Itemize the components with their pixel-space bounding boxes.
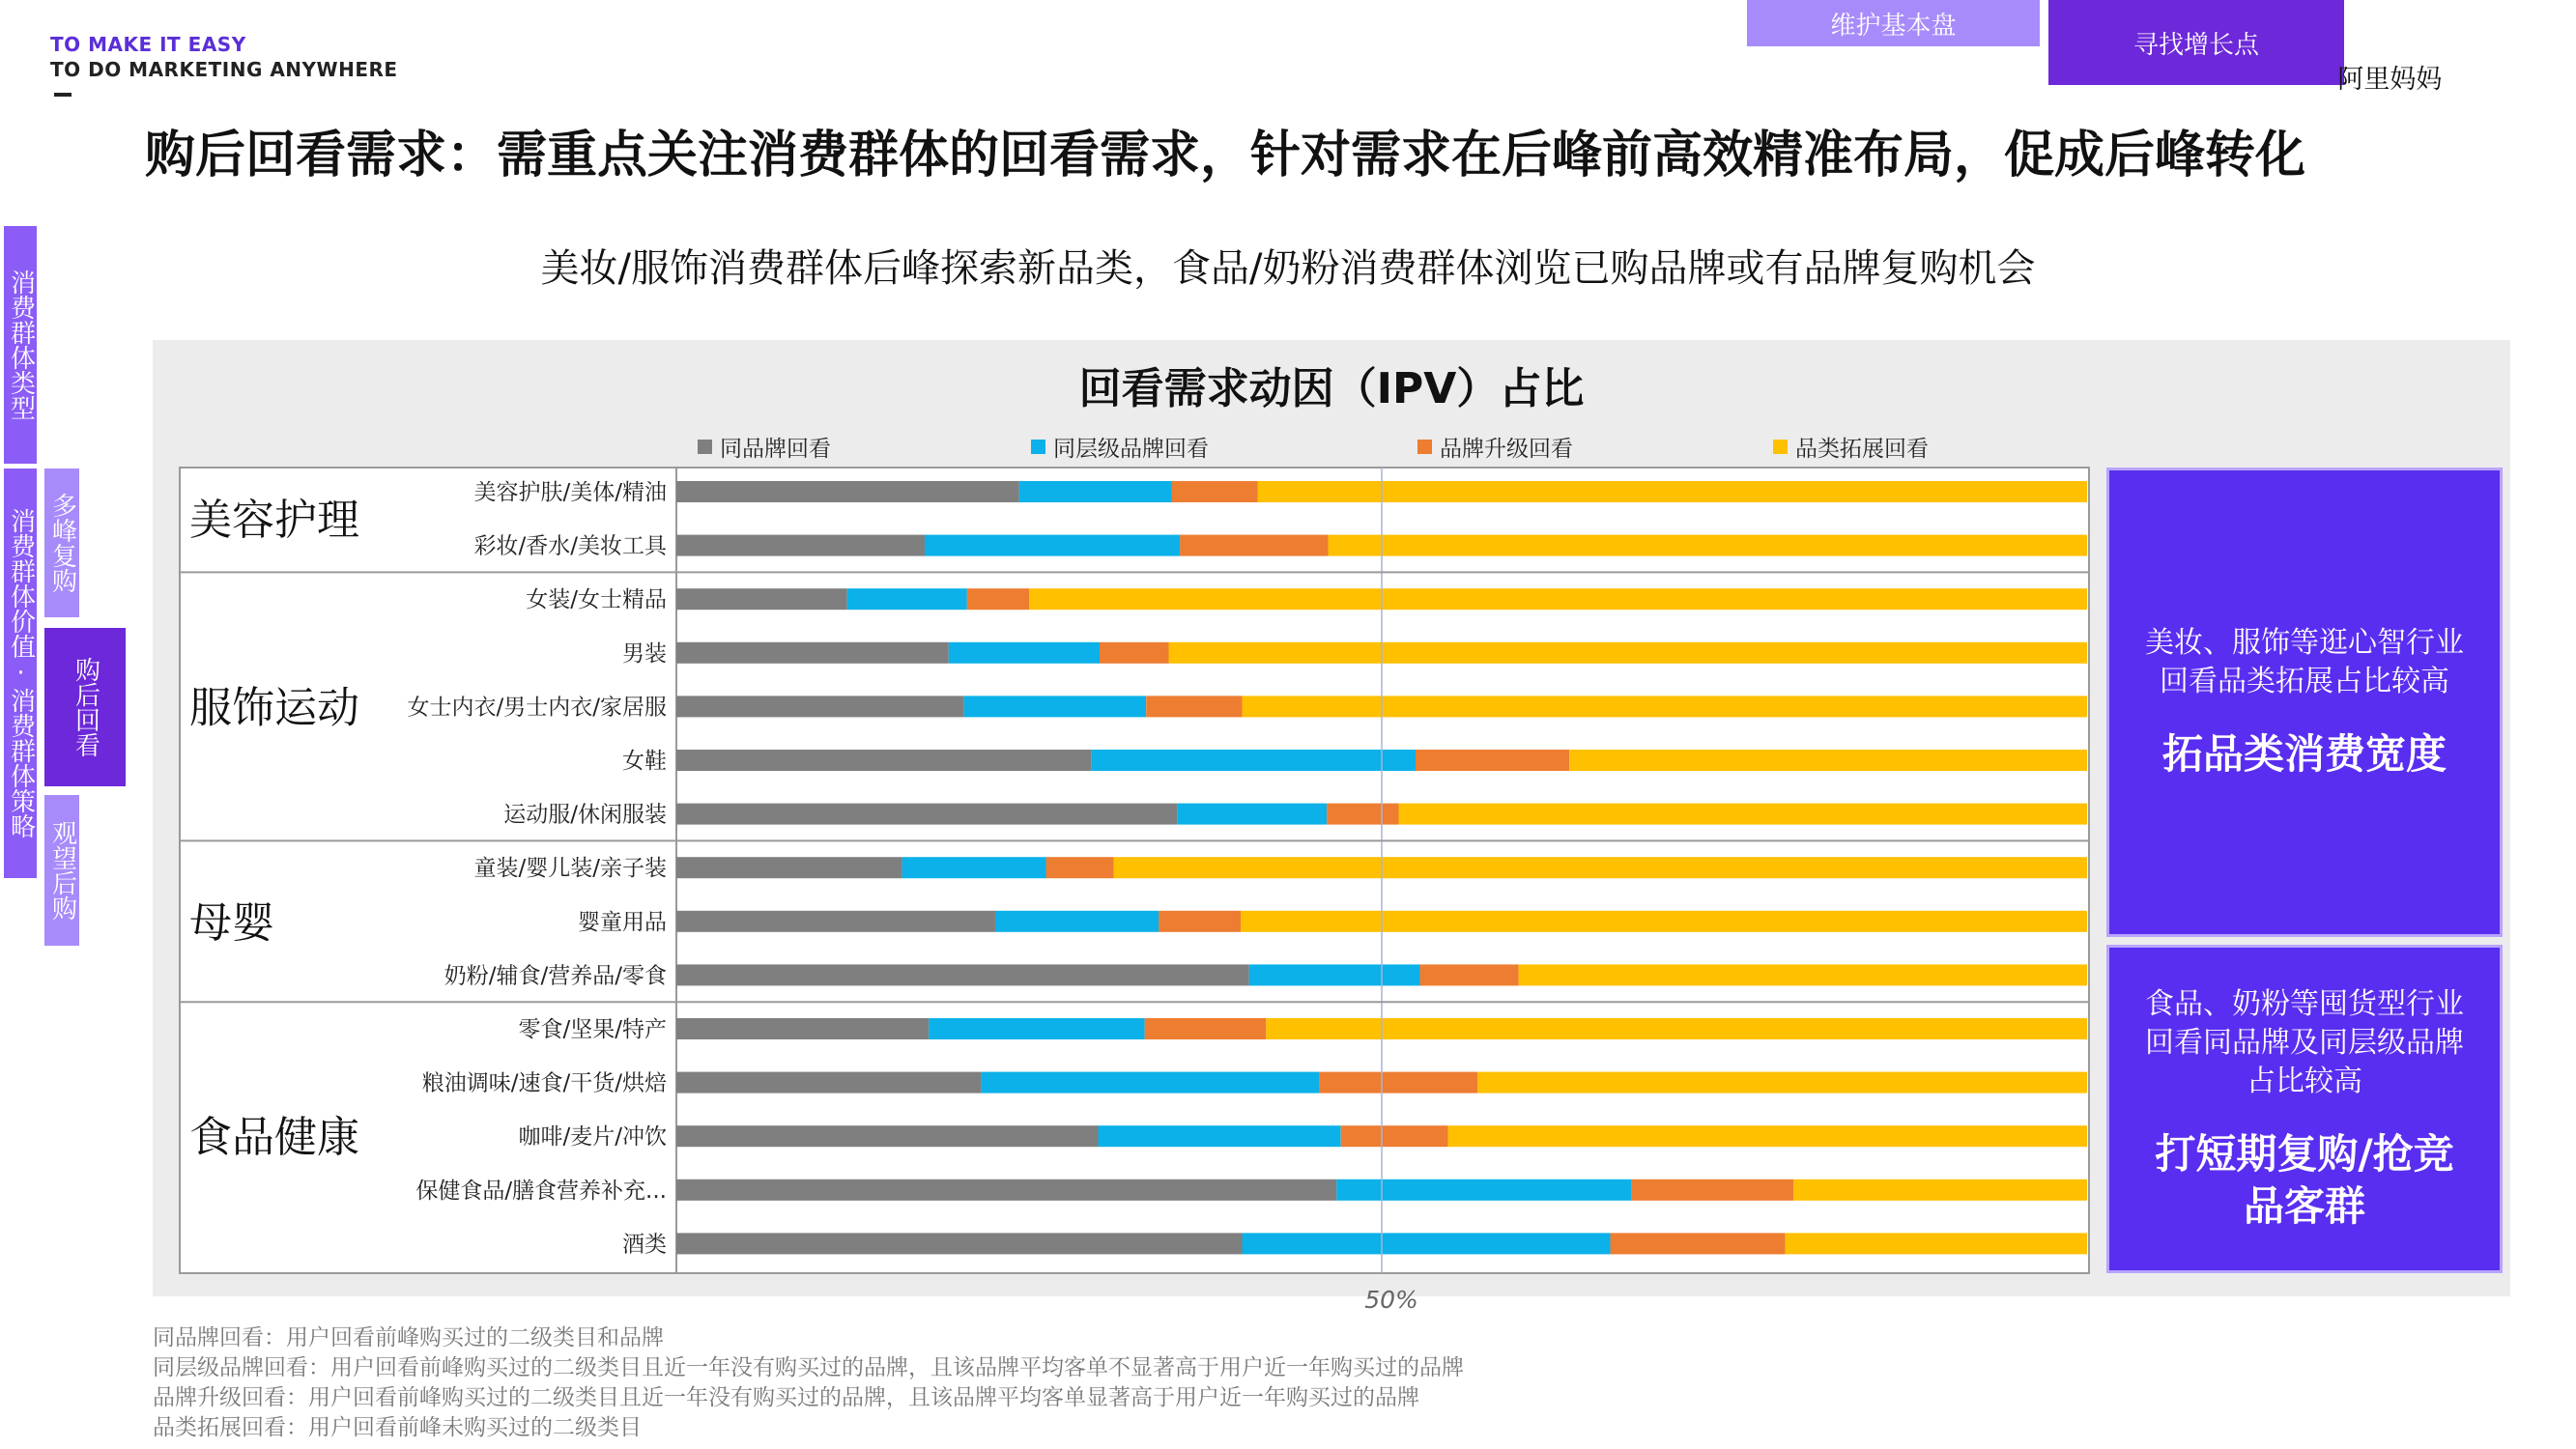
tab-find-growth[interactable]: 寻找增长点 [2048,0,2344,85]
bar-segment [1019,481,1172,502]
sidenav-multi-peak-repurchase[interactable]: 多峰复购 [44,469,79,617]
legend-label: 同层级品牌回看 [1053,437,1209,462]
bar-segment [1569,750,2087,771]
insight-headline: 打短期复购/抢竞 品客群 [2155,1130,2454,1230]
insight-headline: 拓品类消费宽度 [2161,730,2447,778]
bar-segment [1793,1179,2087,1201]
brand-tagline-1: TO MAKE IT EASY [50,33,246,56]
bar-segment [1329,535,2088,556]
category-label: 零食/坚果/特产 [518,1017,667,1042]
bar-segment [676,1125,1099,1147]
bar-segment [676,642,949,664]
bar-segment [949,642,1100,664]
category-label: 酒类 [622,1232,667,1258]
category-label: 女鞋 [622,749,667,774]
logo-dots-icon: ⁚ [2324,65,2331,89]
category-label: 奶粉/辅食/营养品/零食 [444,963,667,989]
bar-segment [1336,1179,1631,1201]
category-label: 咖啡/麦片/冲饮 [518,1124,667,1151]
bar-segment [1416,750,1569,771]
sidenav-consumer-type[interactable]: 消费群体类型 [4,226,37,464]
bar-segment [1448,1125,2087,1147]
legend-label: 同品牌回看 [720,437,831,462]
bar-segment [1099,1125,1341,1147]
group-label: 美容护理 [189,495,359,545]
bar-segment [676,588,847,610]
bar-segment [1169,642,2088,664]
bar-segment [676,1179,1336,1201]
bar-segment [676,1233,1243,1254]
bar-segment [967,588,1029,610]
bar-segment [676,964,1249,985]
legend-label: 品牌升级回看 [1440,437,1573,462]
footnote: 同层级品牌回看：用户回看前峰购买过的二级类目且近一年没有购买过的品牌，且该品牌平均客单不显著高于用户近一年购买过的品牌 [153,1355,1464,1380]
bar-segment [676,911,995,932]
page-title: 购后回看需求：需重点关注消费群体的回看需求，针对需求在后峰前高效精准布局，促成后峰转化 [145,127,2306,185]
bar-segment [1320,1072,1478,1094]
reference-line-label: 50% [1364,1286,1418,1314]
group-label: 食品健康 [189,1113,359,1163]
bar-segment [1611,1233,1786,1254]
footnote: 同品牌回看：用户回看前峰购买过的二级类目和品牌 [153,1325,664,1350]
category-label: 美容护肤/美体/精油 [473,480,667,505]
bar-segment [964,696,1146,717]
bar-segment [1786,1233,2087,1254]
bar-segment [1180,535,1328,556]
bar-segment [1266,1018,2087,1039]
bar-segment [1029,588,2087,610]
bar-segment [676,481,1019,502]
category-label: 女装/女士精品 [526,587,667,613]
footnote: 品牌升级回看：用户回看前峰购买过的二级类目且近一年没有购买过的品牌，且该品牌平均客单显著高于用户近一年购买过的品牌 [153,1385,1419,1410]
bar-segment [676,750,1091,771]
insight-box-food-formula [2106,945,2503,1273]
legend-label: 品类拓展回看 [1795,437,1929,462]
bar-segment [676,535,925,556]
bar-segment [1341,1125,1448,1147]
bar-segment [676,1018,929,1039]
bar-segment [847,588,967,610]
brand-tagline-2: TO DO MARKETING ANYWHERE [50,58,398,81]
bar-segment [1177,804,1327,825]
bar-segment [1327,804,1399,825]
sidenav-consumer-value-strategy[interactable]: 消费群体价值·消费群体策略 [4,469,37,878]
sidenav-wait-and-buy[interactable]: 观望后购 [44,795,79,946]
sidenav-post-purchase-review[interactable]: 购后回看 [44,628,126,786]
bar-segment [1631,1179,1793,1201]
bar-segment [929,1018,1144,1039]
category-label: 保健食品/膳食营养补充... [415,1178,667,1204]
chart-title: 回看需求动因（IPV）占比 [1078,364,1585,413]
footnote: 品类拓展回看：用户回看前峰未购买过的二级类目 [153,1415,642,1440]
bar-segment [1091,750,1416,771]
category-label: 女士内衣/男士内衣/家居服 [407,695,667,721]
bar-segment [676,696,964,717]
category-label: 粮油调味/速食/干货/烘焙 [421,1070,667,1096]
bar-segment [676,857,902,878]
bar-segment [1243,696,2088,717]
category-label: 运动服/休闲服装 [503,802,667,828]
bar-segment [995,911,1159,932]
bar-segment [981,1072,1319,1094]
bar-segment [1159,911,1241,932]
footnotes [153,1323,1464,1443]
bar-segment [1519,964,2087,985]
category-label: 婴童用品 [578,909,667,935]
logo-text: 阿里妈妈 [2337,65,2443,95]
bar-segment [902,857,1046,878]
bar-segment [1249,964,1420,985]
category-label: 彩妆/香水/美妆工具 [473,533,667,559]
bar-segment [1477,1072,2087,1094]
insight-text: 美妆、服饰等逛心智行业 回看品类拓展占比较高 [2145,626,2464,698]
page-subtitle: 美妆/服饰消费群体后峰探索新品类，食品/奶粉消费群体浏览已购品牌或有品牌复购机会 [540,246,2036,291]
category-label: 男装 [622,640,667,667]
bar-segment [1145,1018,1267,1039]
bar-segment [1114,857,2087,878]
insight-text: 食品、奶粉等囤货型行业 回看同品牌及同层级品牌 占比较高 [2145,987,2464,1098]
bar-segment [676,1072,981,1094]
bar-segment [925,535,1180,556]
group-label: 母婴 [189,897,274,948]
bar-segment [1399,804,2088,825]
bar-segment [1243,1233,1611,1254]
bar-segment [1172,481,1258,502]
group-label: 服饰运动 [189,683,359,733]
category-label: 童装/婴儿装/亲子装 [473,856,667,882]
bar-segment [1241,911,2087,932]
tab-maintain-base[interactable]: 维护基本盘 [1747,0,2040,46]
bar-segment [1419,964,1518,985]
bar-segment [676,804,1177,825]
insight-box-beauty-apparel [2106,468,2503,937]
bar-segment [1100,642,1169,664]
bar-segment [1046,857,1114,878]
bar-segment [1146,696,1242,717]
